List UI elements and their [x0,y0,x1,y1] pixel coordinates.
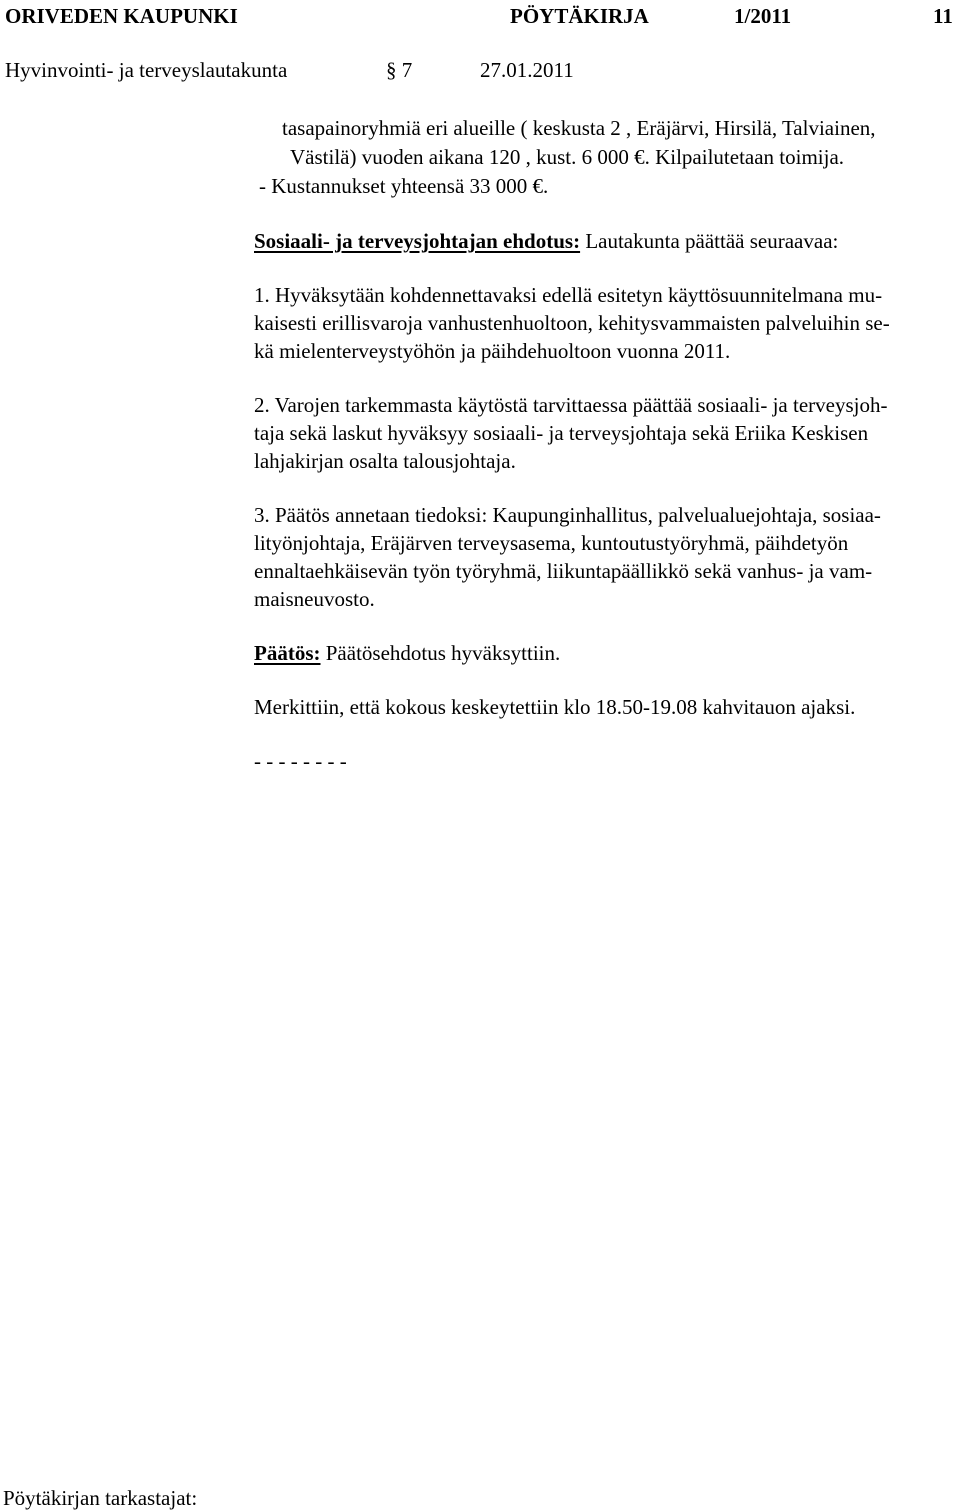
intro-line: - Kustannukset yhteensä 33 000 €. [259,174,549,198]
organization-name: ORIVEDEN KAUPUNKI [5,4,238,28]
proposal-text: Lautakunta päättää seuraavaa: [580,229,839,253]
decision-text: Päätösehdotus hyväksyttiin. [320,641,561,665]
board-name: Hyvinvointi- ja terveyslautakunta [5,58,288,82]
item3-line: lityönjohtaja, Eräjärven terveysasema, kuntoutustyöryhmä, päihdetyön [254,531,849,555]
document-number: 1/2011 [734,4,792,28]
section-number: § 7 [386,58,413,82]
document-type: PÖYTÄKIRJA [510,4,649,28]
item1-line: kaisesti erillisvaroja vanhustenhuoltoon, kehitysvammaisten palveluihin se- [254,311,890,335]
proposal-heading [254,228,838,255]
item1-line: 1. Hyväksytään kohdennettavaksi edellä esitetyn käyttösuunnitelmana mu- [254,283,883,307]
item2-line: 2. Varojen tarkemmasta käytöstä tarvittaessa päättää sosiaali- ja terveysjoh- [254,393,888,417]
inspectors-label: Pöytäkirjan tarkastajat: [3,1486,198,1510]
decision-label: Päätös: [254,641,321,665]
item2-line: taja sekä laskut hyväksyy sosiaali- ja terveysjohtaja sekä Eriika Keskisen [254,421,869,445]
end-marker: - - - - - - - - [254,749,347,773]
item2-line: lahjakirjan osalta talousjohtaja. [254,449,516,473]
meeting-date: 27.01.2011 [480,58,574,82]
item3-line: 3. Päätös annetaan tiedoksi: Kaupunginhallitus, palvelualuejohtaja, sosiaa- [254,503,881,527]
item3-line: ennaltaehkäisevän työn työryhmä, liikuntapäällikkö sekä vanhus- ja vam- [254,559,873,583]
intro-line: Västilä) vuoden aikana 120 , kust. 6 000 €. Kilpailutetaan toimija. [290,145,845,169]
intro-line: tasapainoryhmiä eri alueille ( keskusta 2 , Eräjärvi, Hirsilä, Talviainen, [282,116,876,140]
item3-line: maisneuvosto. [254,587,375,611]
meeting-note: Merkittiin, että kokous keskeytettiin klo 18.50-19.08 kahvitauon ajaksi. [254,695,856,719]
item1-line: kä mielenterveystyöhön ja päihdehuoltoon vuonna 2011. [254,339,731,363]
decision [254,640,560,667]
proposal-label: Sosiaali- ja terveysjohtajan ehdotus: [254,229,581,253]
page-number: 11 [933,4,953,28]
